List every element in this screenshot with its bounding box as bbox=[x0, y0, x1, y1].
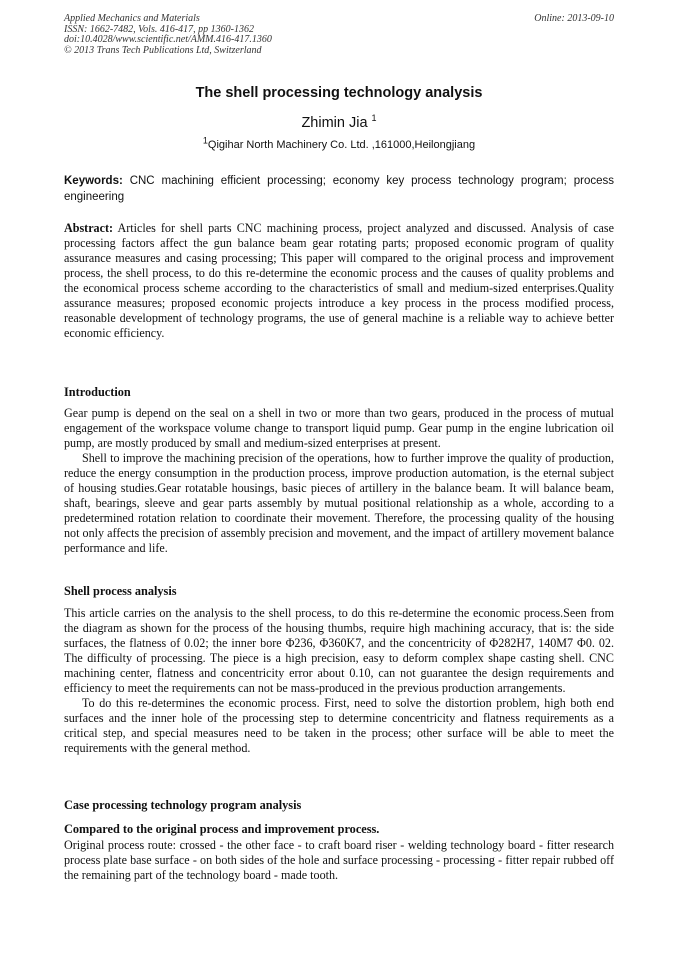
journal-issn: ISSN: 1662-7482, Vols. 416-417, pp 1360-1362 bbox=[64, 23, 254, 35]
affiliation bbox=[64, 135, 614, 151]
paragraph: Original process route: crossed - the other face - to craft board riser - welding technology board - fitter research process plate base surface - on both sides of the hole and surface processing - processing - fitter repair rubbed off the remaining part of the technology board - made tooth. bbox=[64, 838, 614, 882]
affiliation-mark: 1 bbox=[202, 135, 208, 146]
paragraph: Shell to improve the machining precision of the operations, how to further improve the quality of production, reduce the energy consumption in the production process, improve production automation, is the eternal subject of housing studies.Gear rotatable housings, basic pieces of artillery in the balance beam. It will balance beam, shaft, bearings, sleeve and gear parts assembly by mutual positional relationship as a whole, according to a predetermined rotation relation to coordinate their movement. Therefore, the processing quality of the housing not only affects the precision of assembly precision and movement, and the impact of artillery movement balance performance and life. bbox=[64, 451, 614, 555]
journal-doi: doi:10.4028/www.scientific.net/AMM.416-417.1360 bbox=[64, 34, 272, 45]
abstract-text: Articles for shell parts CNC machining process, project analyzed and discussed. Analysis of case processing factors affect the gun balance beam gear rotating parts; proposed economic program of quality assurance measures and casing processing; This paper will compared to the original process and improvement process, the shell process, to do this re-determine the economic process and the causes of quality problems and the economical process scheme according to the characteristics of small and medium-sized enterprises.Quality assurance measures; proposed economic projects introduce a key process in the process modified process, reasonable development of technology programs, the use of general machine is a reliable way to achieve better economic efficiency. bbox=[64, 221, 615, 340]
paper-title: The shell processing technology analysis bbox=[195, 85, 483, 101]
paragraph: Gear pump is depend on the seal on a shell in two or more than two gears, produced in the process of mutual engagement of the workspace volume change to transport liquid pump. Gear pump in the engine lubrication oil pump, are mostly produced by small and medium-sized enterprises at present. bbox=[64, 406, 614, 450]
keywords-label: Keywords: bbox=[64, 175, 123, 187]
subsection-heading: Compared to the original process and improvement process. bbox=[64, 822, 380, 836]
section-heading-shell-process: Shell process analysis bbox=[64, 584, 177, 598]
abstract-label: Abstract: bbox=[64, 221, 114, 235]
paragraph: This article carries on the analysis to the shell process, to do this re-determine the economic process.Seen from the diagram as shown for the process of the housing thumbs, require high machining accuracy, that is: the side surfaces, the flatness of 0.02; the inner bore Φ236, Φ360K7, and the concentricity of Φ282H7, 140M7 Φ0. 02. The difficulty of processing. The piece is a high precision, easy to deform complex shape casting shell. CNC machining center, flatness and concentricity error about 0.10, can not guarantee the design requirements and efficiency to meet the requirements can not be mass-produced in the previous production arrangements. bbox=[64, 606, 614, 695]
author-affiliation-mark: 1 bbox=[371, 113, 377, 124]
abstract bbox=[64, 221, 614, 341]
author-name: Zhimin Jia bbox=[301, 115, 368, 131]
online-date: Online: 2013-09-10 bbox=[534, 13, 614, 24]
author-line bbox=[64, 115, 614, 131]
case-processing-body bbox=[64, 838, 614, 883]
paragraph: To do this re-determines the economic process. First, need to solve the distortion problem, high both end surfaces and the inner hole of the processing step to determine concentricity and flatness requirements as a critical step, and special measures need to be taken in the process; other surface will be able to meet the requirements with the general method. bbox=[64, 696, 614, 755]
journal-name: Applied Mechanics and Materials bbox=[64, 13, 200, 24]
section-heading-case-processing: Case processing technology program analysis bbox=[64, 798, 302, 812]
introduction-body bbox=[64, 406, 614, 556]
keywords bbox=[64, 174, 614, 205]
affiliation-text: Qigihar North Machinery Co. Ltd. ,161000,Heilongjiang bbox=[207, 139, 476, 151]
keywords-text: CNC machining efficient processing; economy key process technology program; process engineering bbox=[64, 175, 614, 203]
section-heading-introduction: Introduction bbox=[64, 385, 131, 399]
shell-process-body bbox=[64, 606, 614, 756]
journal-copyright: © 2013 Trans Tech Publications Ltd, Switzerland bbox=[64, 44, 262, 56]
journal-header bbox=[64, 14, 384, 56]
